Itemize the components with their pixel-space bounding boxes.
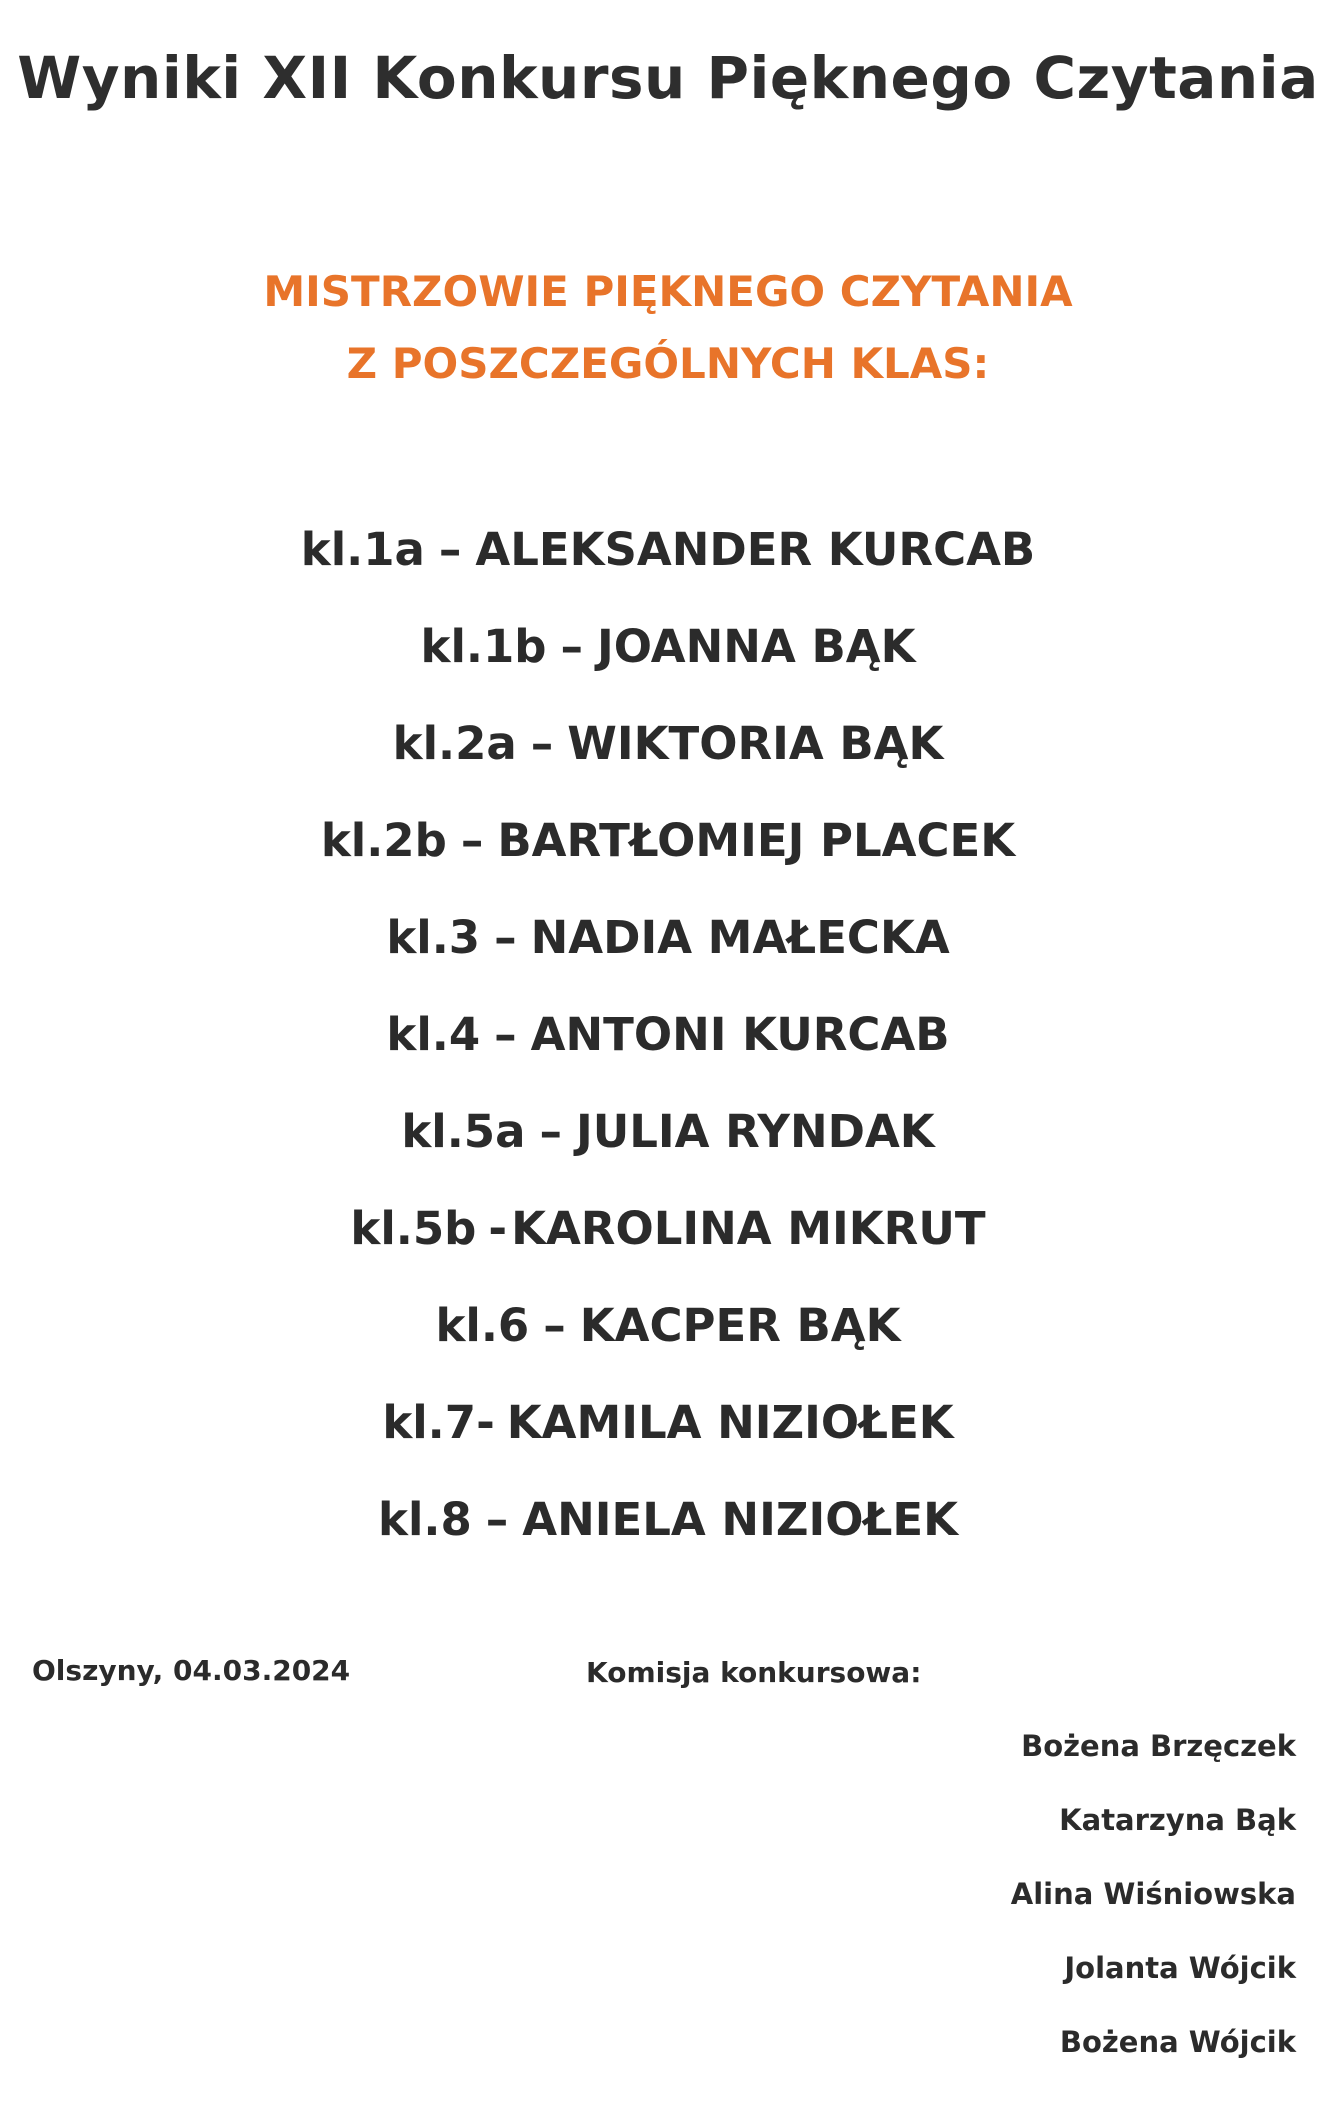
winner-name: KACPER BĄK	[579, 1299, 901, 1352]
winner-row	[0, 1092, 1336, 1189]
class-label: kl.2b	[320, 814, 447, 867]
separator: –	[560, 620, 584, 673]
separator: –	[438, 523, 462, 576]
separator: –	[494, 911, 517, 964]
winner-name: ANIELA NIZIOŁEK	[522, 1493, 958, 1546]
winner-name: JOANNA BĄK	[597, 620, 916, 673]
place-and-date: Olszyny, 04.03.2024	[32, 1654, 351, 1687]
winner-name: ANTONI KURCAB	[530, 1008, 950, 1061]
committee-members	[1011, 1722, 1296, 2092]
winner-row	[0, 1480, 1336, 1577]
separator: -	[488, 1202, 508, 1255]
separator: –	[530, 717, 554, 770]
winner-row	[0, 801, 1336, 898]
committee-label: Komisja konkursowa:	[586, 1656, 922, 1689]
winner-name: JULIA RYNDAK	[575, 1105, 935, 1158]
separator: –	[494, 1008, 517, 1061]
winner-row	[0, 1286, 1336, 1383]
winner-name: NADIA MAŁECKA	[530, 911, 950, 964]
section-heading-line-2: Z POSZCZEGÓLNYCH KLAS:	[346, 339, 990, 388]
separator: –	[539, 1105, 562, 1158]
committee-member: Jolanta Wójcik	[1064, 1951, 1296, 1985]
page-title: Wyniki XII Konkursu Pięknego Czytania	[17, 44, 1319, 112]
winner-name: WIKTORIA BĄK	[567, 717, 944, 770]
separator: –	[543, 1299, 566, 1352]
winner-name: BARTŁOMIEJ PLACEK	[497, 814, 1016, 867]
winner-row	[0, 1189, 1336, 1286]
section-heading	[0, 256, 1336, 400]
winner-row	[0, 1383, 1336, 1480]
committee-member: Bożena Brzęczek	[1021, 1729, 1296, 1763]
class-label: kl.6	[435, 1299, 530, 1352]
winner-row	[0, 995, 1336, 1092]
class-label: kl.4	[386, 1008, 481, 1061]
winner-row	[0, 607, 1336, 704]
class-label: kl.2a	[392, 717, 517, 770]
winners-list	[0, 510, 1336, 1577]
separator: –	[460, 814, 484, 867]
class-label: kl.1b	[420, 620, 547, 673]
winner-name: KAROLINA MIKRUT	[511, 1202, 986, 1255]
winner-name: ALEKSANDER KURCAB	[475, 523, 1036, 576]
section-heading-line-1: MISTRZOWIE PIĘKNEGO CZYTANIA	[263, 267, 1073, 316]
committee-member: Katarzyna Bąk	[1059, 1803, 1296, 1837]
separator: –	[485, 1493, 509, 1546]
class-label: kl.1a	[300, 523, 425, 576]
winner-name: KAMILA NIZIOŁEK	[506, 1396, 954, 1449]
class-label: kl.3	[386, 911, 481, 964]
class-label: kl.5a	[401, 1105, 526, 1158]
class-label: kl.7-	[382, 1396, 495, 1449]
winner-row	[0, 510, 1336, 607]
winner-row	[0, 704, 1336, 801]
separator	[495, 1396, 507, 1449]
committee-member: Alina Wiśniowska	[1010, 1877, 1296, 1911]
committee-member: Bożena Wójcik	[1059, 2025, 1296, 2059]
class-label: kl.8	[378, 1493, 472, 1546]
class-label: kl.5b	[350, 1202, 477, 1255]
winner-row	[0, 898, 1336, 995]
